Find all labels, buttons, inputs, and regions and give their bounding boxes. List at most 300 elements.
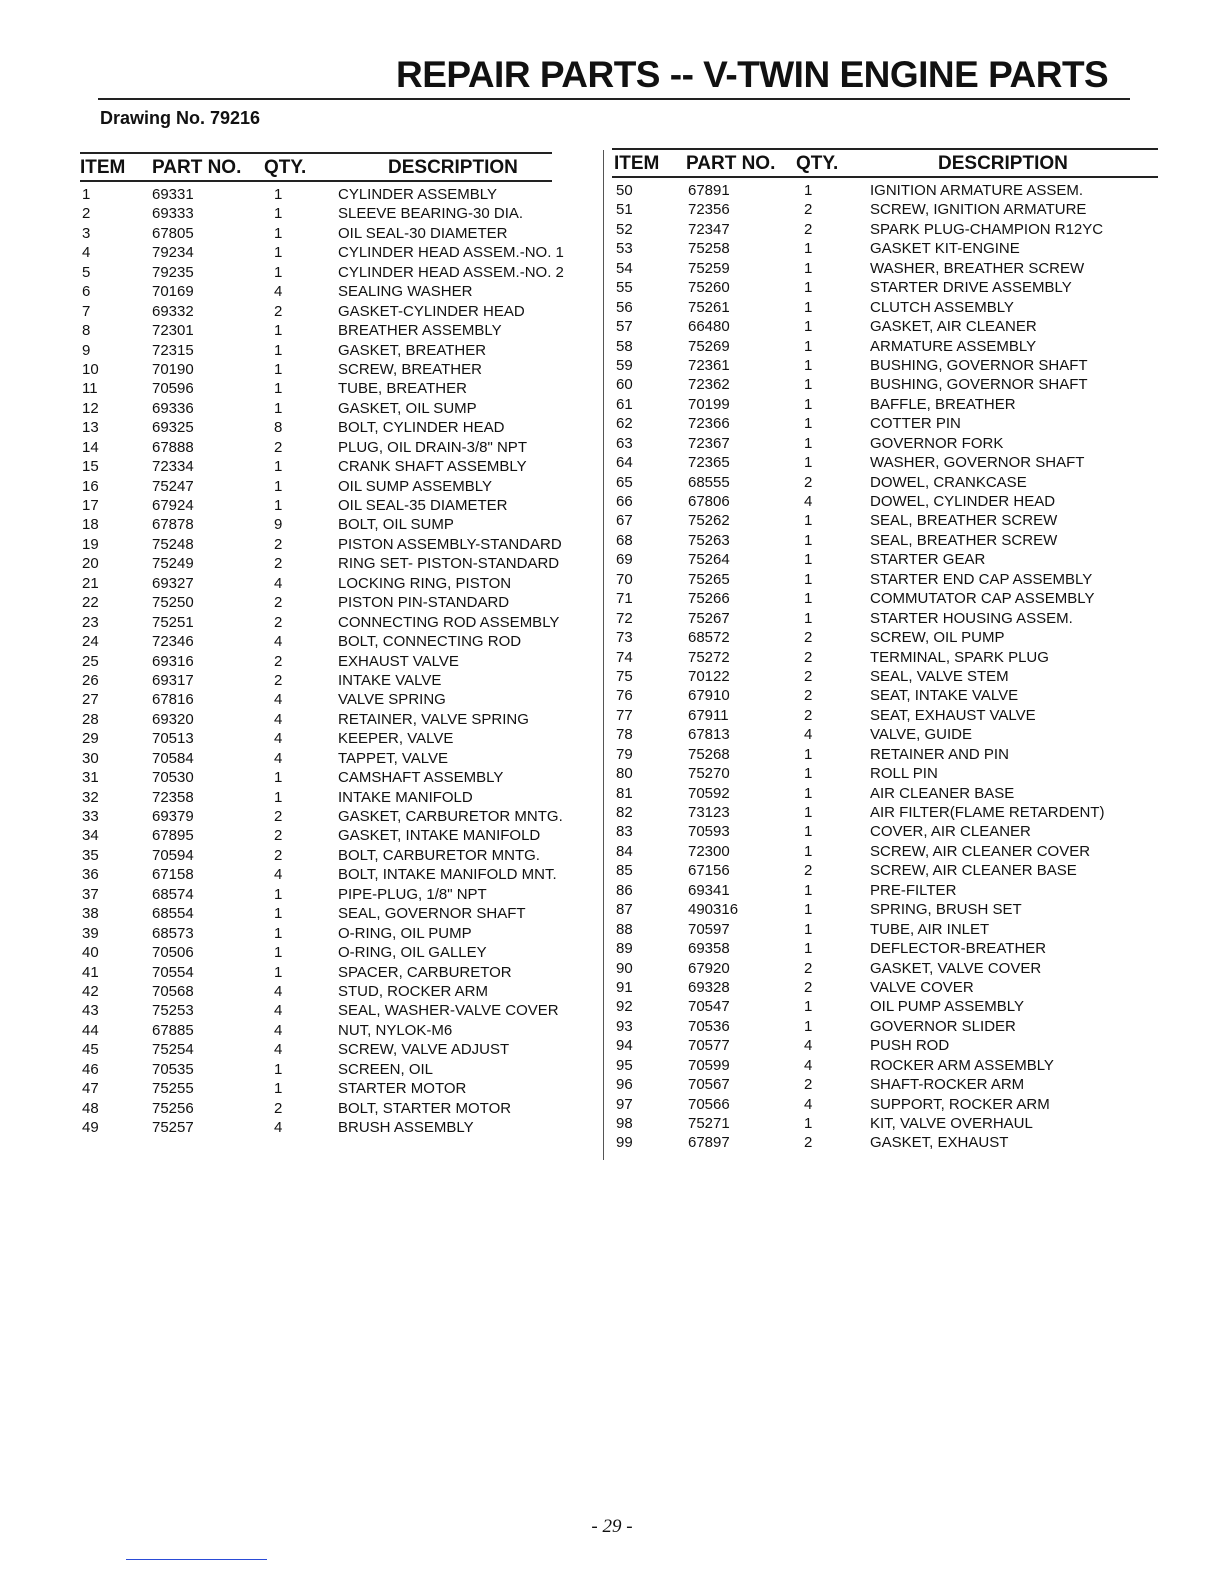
part-number: 72315 <box>152 341 194 359</box>
part-number: 70122 <box>688 667 730 685</box>
header-part-no: PART NO. <box>686 153 776 174</box>
quantity: 4 <box>274 710 283 728</box>
part-number: 69358 <box>688 940 730 958</box>
quantity: 2 <box>804 1134 813 1152</box>
table-row <box>80 613 560 632</box>
table-row <box>80 924 552 943</box>
table-row <box>80 496 552 515</box>
item-number: 19 <box>82 535 99 553</box>
item-number: 90 <box>616 959 633 977</box>
item-number: 95 <box>616 1056 633 1074</box>
quantity: 1 <box>804 940 813 958</box>
table-row <box>80 263 564 282</box>
table-row <box>80 224 552 243</box>
part-number: 75270 <box>688 765 730 783</box>
table-row <box>80 826 552 845</box>
table-row <box>612 531 1158 550</box>
quantity: 2 <box>274 613 283 631</box>
quantity: 1 <box>804 551 813 569</box>
quantity: 2 <box>274 555 283 573</box>
column-divider <box>603 150 604 1160</box>
description: TAPPET, VALVE <box>338 749 449 767</box>
item-number: 59 <box>616 356 633 374</box>
table-row <box>612 1133 1158 1152</box>
item-number: 42 <box>82 982 99 1000</box>
item-number: 66 <box>616 493 633 510</box>
part-number: 72346 <box>152 633 194 651</box>
item-number: 55 <box>616 279 633 297</box>
description: GASKET, BREATHER <box>338 341 487 359</box>
table-row <box>612 881 1158 900</box>
table-row <box>612 920 1158 939</box>
item-number: 52 <box>616 220 633 238</box>
part-number: 70596 <box>152 380 194 398</box>
quantity: 1 <box>274 885 283 903</box>
description: RING SET- PISTON-STANDARD <box>338 555 560 573</box>
item-number: 4 <box>82 244 91 262</box>
table-row <box>612 939 1158 958</box>
table-row <box>80 865 557 884</box>
item-number: 54 <box>616 259 633 277</box>
quantity: 1 <box>274 458 283 476</box>
description: TUBE, AIR INLET <box>870 920 990 938</box>
item-number: 29 <box>82 730 99 748</box>
description: BOLT, CONNECTING ROD <box>338 633 522 651</box>
description: GASKET, CARBURETOR MNTG. <box>338 808 563 825</box>
quantity: 4 <box>274 1021 283 1039</box>
quantity: 2 <box>804 862 813 880</box>
item-number: 78 <box>616 726 633 744</box>
item-number: 61 <box>616 395 633 413</box>
item-number: 86 <box>616 881 633 899</box>
part-number: 67910 <box>688 687 730 705</box>
table-rows <box>612 181 1158 1153</box>
part-number: 70506 <box>152 944 194 962</box>
table-rows <box>80 185 564 1137</box>
part-number: 69316 <box>152 652 194 670</box>
description: SCREW, VALVE ADJUST <box>338 1041 510 1059</box>
description: SEAT, INTAKE VALVE <box>870 687 1019 705</box>
quantity: 2 <box>274 1099 283 1117</box>
table-row <box>612 337 1158 356</box>
item-number: 77 <box>616 706 633 724</box>
item-number: 60 <box>616 376 633 394</box>
part-number: 73123 <box>688 804 730 821</box>
quantity: 4 <box>274 866 283 884</box>
quantity: 1 <box>804 415 813 433</box>
description: SPARK PLUG-CHAMPION R12YC <box>870 220 1104 238</box>
part-number: 68574 <box>152 885 194 903</box>
part-number: 69328 <box>688 978 730 996</box>
quantity: 2 <box>274 594 283 612</box>
quantity: 4 <box>274 1002 283 1020</box>
item-number: 56 <box>616 298 633 316</box>
quantity: 1 <box>274 788 283 806</box>
quantity: 2 <box>274 808 283 825</box>
table-row <box>80 302 552 321</box>
description: ROCKER ARM ASSEMBLY <box>870 1056 1054 1074</box>
item-number: 3 <box>82 224 91 242</box>
table-row <box>612 667 1158 686</box>
item-number: 64 <box>616 454 633 472</box>
description: BUSHING, GOVERNOR SHAFT <box>870 356 1088 374</box>
item-number: 18 <box>82 516 99 534</box>
part-number: 69317 <box>152 671 194 689</box>
item-number: 71 <box>616 590 633 608</box>
part-number: 67878 <box>152 516 194 534</box>
item-number: 16 <box>82 477 99 495</box>
description: VALVE SPRING <box>338 691 446 709</box>
table-row <box>612 1017 1158 1036</box>
header-description: DESCRIPTION <box>938 153 1068 174</box>
table-row <box>80 729 552 748</box>
description: BOLT, CYLINDER HEAD <box>338 419 505 437</box>
part-number: 67813 <box>688 726 730 744</box>
table-row <box>80 399 552 418</box>
description: INTAKE VALVE <box>338 671 442 689</box>
part-number: 72367 <box>688 434 730 452</box>
drawing-number: Drawing No. 79216 <box>100 108 261 128</box>
table-row <box>612 395 1158 414</box>
quantity: 2 <box>804 706 813 724</box>
description: SEAL, VALVE STEM <box>870 667 1009 685</box>
description: PISTON ASSEMBLY-STANDARD <box>338 535 562 553</box>
table-row <box>612 1056 1158 1075</box>
table-row <box>612 784 1158 803</box>
quantity: 2 <box>274 846 283 864</box>
item-number: 68 <box>616 531 633 549</box>
quantity: 2 <box>804 978 813 996</box>
item-number: 84 <box>616 842 633 860</box>
table-row <box>612 434 1158 453</box>
table-row <box>612 997 1158 1016</box>
part-number: 72361 <box>688 356 730 374</box>
header-qty: QTY. <box>264 157 307 178</box>
table-row <box>612 453 1158 472</box>
part-number: 70535 <box>152 1060 194 1078</box>
table-row <box>612 706 1158 725</box>
part-number: 75260 <box>688 279 730 297</box>
part-number: 75272 <box>688 648 730 666</box>
description: PUSH ROD <box>870 1037 950 1055</box>
table-row <box>612 842 1158 861</box>
item-number: 87 <box>616 901 633 919</box>
part-number: 79234 <box>152 244 194 262</box>
quantity: 4 <box>804 1095 813 1113</box>
description: COTTER PIN <box>870 415 961 433</box>
part-number: 70567 <box>688 1076 730 1094</box>
description: SPRING, BRUSH SET <box>870 901 1022 919</box>
quantity: 1 <box>804 745 813 763</box>
description: RETAINER AND PIN <box>870 745 1009 763</box>
table-row <box>612 822 1158 841</box>
description: STARTER END CAP ASSEMBLY <box>870 570 1093 588</box>
table-row <box>80 418 552 437</box>
description: GASKET, AIR CLEANER <box>870 318 1037 336</box>
description: CRANK SHAFT ASSEMBLY <box>338 458 527 476</box>
page-number: - 29 - <box>591 1516 633 1537</box>
item-number: 58 <box>616 337 633 355</box>
part-number: 72366 <box>688 415 730 433</box>
description: CAMSHAFT ASSEMBLY <box>338 769 504 787</box>
description: VALVE COVER <box>870 978 974 996</box>
description: CYLINDER HEAD ASSEM.-NO. 2 <box>338 263 564 281</box>
quantity: 1 <box>804 784 813 802</box>
item-number: 35 <box>82 846 99 864</box>
item-number: 32 <box>82 788 99 806</box>
quantity: 1 <box>804 765 813 783</box>
part-number: 75255 <box>152 1080 194 1098</box>
part-number: 72365 <box>688 454 730 472</box>
part-number: 75266 <box>688 590 730 608</box>
item-number: 75 <box>616 667 633 685</box>
part-number: 69331 <box>152 186 194 203</box>
description: CYLINDER HEAD ASSEM.-NO. 1 <box>338 244 564 262</box>
part-number: 72301 <box>152 322 194 340</box>
header-description: DESCRIPTION <box>388 157 518 178</box>
part-number: 70599 <box>688 1056 730 1074</box>
quantity: 4 <box>804 1056 813 1074</box>
table-row <box>612 181 1158 200</box>
quantity: 2 <box>274 438 283 456</box>
item-number: 97 <box>616 1095 633 1113</box>
header-item: ITEM <box>80 157 126 178</box>
item-number: 81 <box>616 784 633 802</box>
description: O-RING, OIL PUMP <box>338 924 472 942</box>
footer-rule <box>126 1559 267 1560</box>
item-number: 40 <box>82 944 99 962</box>
part-number: 69332 <box>152 302 194 320</box>
quantity: 4 <box>274 749 283 767</box>
part-number: 75248 <box>152 535 194 553</box>
part-number: 68554 <box>152 905 194 923</box>
item-number: 91 <box>616 978 633 996</box>
part-number: 70169 <box>152 283 194 301</box>
part-number: 68572 <box>688 629 730 647</box>
part-number: 70566 <box>688 1095 730 1113</box>
item-number: 2 <box>82 205 91 223</box>
description: STARTER GEAR <box>870 551 986 569</box>
item-number: 48 <box>82 1099 99 1117</box>
part-number: 69336 <box>152 399 194 417</box>
table-row <box>612 550 1158 569</box>
table-row <box>80 282 552 301</box>
part-number: 72358 <box>152 788 194 806</box>
item-number: 26 <box>82 671 99 689</box>
description: WASHER, GOVERNOR SHAFT <box>870 454 1085 472</box>
item-number: 31 <box>82 769 99 787</box>
description: SCREW, IGNITION ARMATURE <box>870 201 1087 219</box>
part-number: 70568 <box>152 982 194 1000</box>
table-row <box>612 239 1158 258</box>
description: DOWEL, CRANKCASE <box>870 473 1027 491</box>
quantity: 2 <box>804 473 813 491</box>
quantity: 1 <box>274 341 283 359</box>
item-number: 70 <box>616 570 633 588</box>
description: COMMUTATOR CAP ASSEMBLY <box>870 590 1095 608</box>
table-row <box>80 243 564 262</box>
table-header <box>612 150 1158 176</box>
description: SEAL, BREATHER SCREW <box>870 512 1058 530</box>
part-number: 70597 <box>688 920 730 938</box>
quantity: 1 <box>804 512 813 530</box>
item-number: 47 <box>82 1080 99 1098</box>
description: GASKET-CYLINDER HEAD <box>338 302 525 320</box>
table-row <box>80 477 552 496</box>
table-row <box>612 1114 1158 1133</box>
table-row <box>80 885 552 904</box>
description: OIL PUMP ASSEMBLY <box>870 998 1024 1016</box>
part-number: 490316 <box>688 901 739 919</box>
item-number: 92 <box>616 998 633 1016</box>
item-number: 80 <box>616 765 633 783</box>
description: DOWEL, CYLINDER HEAD <box>870 493 1056 510</box>
quantity: 4 <box>274 633 283 651</box>
part-number: 67816 <box>152 691 194 709</box>
description: TERMINAL, SPARK PLUG <box>870 648 1049 666</box>
part-number: 67891 <box>688 182 730 199</box>
item-number: 37 <box>82 885 99 903</box>
item-number: 99 <box>616 1134 633 1152</box>
description: CYLINDER ASSEMBLY <box>338 186 497 203</box>
table-row <box>80 360 552 379</box>
quantity: 9 <box>274 516 283 534</box>
part-number: 70592 <box>688 784 730 802</box>
table-row <box>612 414 1158 433</box>
quantity: 1 <box>804 531 813 549</box>
description: BOLT, STARTER MOTOR <box>338 1099 512 1117</box>
quantity: 1 <box>274 1060 283 1078</box>
item-number: 30 <box>82 749 99 767</box>
description: SCREW, AIR CLEANER COVER <box>870 842 1091 860</box>
description: DEFLECTOR-BREATHER <box>870 940 1047 958</box>
quantity: 1 <box>804 570 813 588</box>
table-row <box>612 1036 1158 1055</box>
quantity: 1 <box>804 376 813 394</box>
quantity: 1 <box>274 244 283 262</box>
quantity: 1 <box>804 920 813 938</box>
table-row <box>80 788 552 807</box>
quantity: 1 <box>804 395 813 413</box>
item-number: 1 <box>82 186 91 203</box>
part-number: 72300 <box>688 842 730 860</box>
item-number: 88 <box>616 920 633 938</box>
description: SEAT, EXHAUST VALVE <box>870 706 1036 724</box>
quantity: 1 <box>274 1080 283 1098</box>
part-number: 75268 <box>688 745 730 763</box>
part-number: 69341 <box>688 881 730 899</box>
table-row <box>612 1075 1158 1094</box>
description: ARMATURE ASSEMBLY <box>870 337 1037 355</box>
table-row <box>80 457 552 476</box>
item-number: 15 <box>82 458 99 476</box>
quantity: 1 <box>804 998 813 1016</box>
description: GASKET, VALVE COVER <box>870 959 1042 977</box>
item-number: 6 <box>82 283 91 301</box>
table-row <box>80 671 552 690</box>
part-number: 70554 <box>152 963 194 981</box>
table-row <box>612 473 1158 492</box>
item-number: 41 <box>82 963 99 981</box>
quantity: 4 <box>804 1037 813 1055</box>
description: GOVERNOR SLIDER <box>870 1017 1016 1035</box>
table-row <box>612 745 1158 764</box>
quantity: 1 <box>804 804 813 821</box>
item-number: 62 <box>616 415 633 433</box>
quantity: 2 <box>274 652 283 670</box>
item-number: 13 <box>82 419 99 437</box>
quantity: 4 <box>274 1119 283 1136</box>
table-row <box>612 298 1158 317</box>
description: STARTER DRIVE ASSEMBLY <box>870 279 1072 297</box>
description: CONNECTING ROD ASSEMBLY <box>338 613 560 631</box>
table-header <box>80 154 552 180</box>
quantity: 2 <box>274 535 283 553</box>
item-number: 57 <box>616 318 633 336</box>
item-number: 76 <box>616 687 633 705</box>
part-number: 70190 <box>152 360 194 378</box>
quantity: 1 <box>274 186 283 203</box>
item-number: 46 <box>82 1060 99 1078</box>
quantity: 1 <box>804 609 813 627</box>
item-number: 69 <box>616 551 633 569</box>
table-row <box>612 861 1158 880</box>
table-row <box>612 570 1158 589</box>
part-number: 70577 <box>688 1037 730 1055</box>
item-number: 72 <box>616 609 633 627</box>
table-row <box>80 846 552 865</box>
table-row <box>612 1095 1158 1114</box>
quantity: 1 <box>274 924 283 942</box>
description: INTAKE MANIFOLD <box>338 788 473 806</box>
quantity: 4 <box>274 574 283 592</box>
part-number: 70199 <box>688 395 730 413</box>
part-number: 72356 <box>688 201 730 219</box>
quantity: 1 <box>804 434 813 452</box>
part-number: 75258 <box>688 240 730 258</box>
part-number: 67888 <box>152 438 194 456</box>
part-number: 75256 <box>152 1099 194 1117</box>
table-row <box>80 690 552 709</box>
quantity: 4 <box>804 726 813 744</box>
quantity: 1 <box>274 322 283 340</box>
description: SHAFT-ROCKER ARM <box>870 1076 1025 1094</box>
part-number: 67805 <box>152 224 194 242</box>
item-number: 20 <box>82 555 99 573</box>
quantity: 1 <box>804 901 813 919</box>
quantity: 2 <box>804 201 813 219</box>
table-row <box>80 593 552 612</box>
part-number: 75262 <box>688 512 730 530</box>
item-number: 49 <box>82 1119 99 1136</box>
part-number: 66480 <box>688 318 730 336</box>
description: OIL SUMP ASSEMBLY <box>338 477 492 495</box>
table-row <box>612 803 1158 822</box>
quantity: 2 <box>804 959 813 977</box>
part-number: 75254 <box>152 1041 194 1059</box>
description: PLUG, OIL DRAIN-3/8" NPT <box>338 438 527 456</box>
table-row <box>80 632 552 651</box>
part-number: 67885 <box>152 1021 194 1039</box>
description: IGNITION ARMATURE ASSEM. <box>870 182 1084 199</box>
quantity: 2 <box>274 671 283 689</box>
part-number: 70530 <box>152 769 194 787</box>
table-row <box>612 764 1158 783</box>
part-number: 67895 <box>152 827 194 845</box>
part-number: 75271 <box>688 1115 730 1132</box>
quantity: 1 <box>274 497 283 514</box>
quantity: 1 <box>274 263 283 281</box>
